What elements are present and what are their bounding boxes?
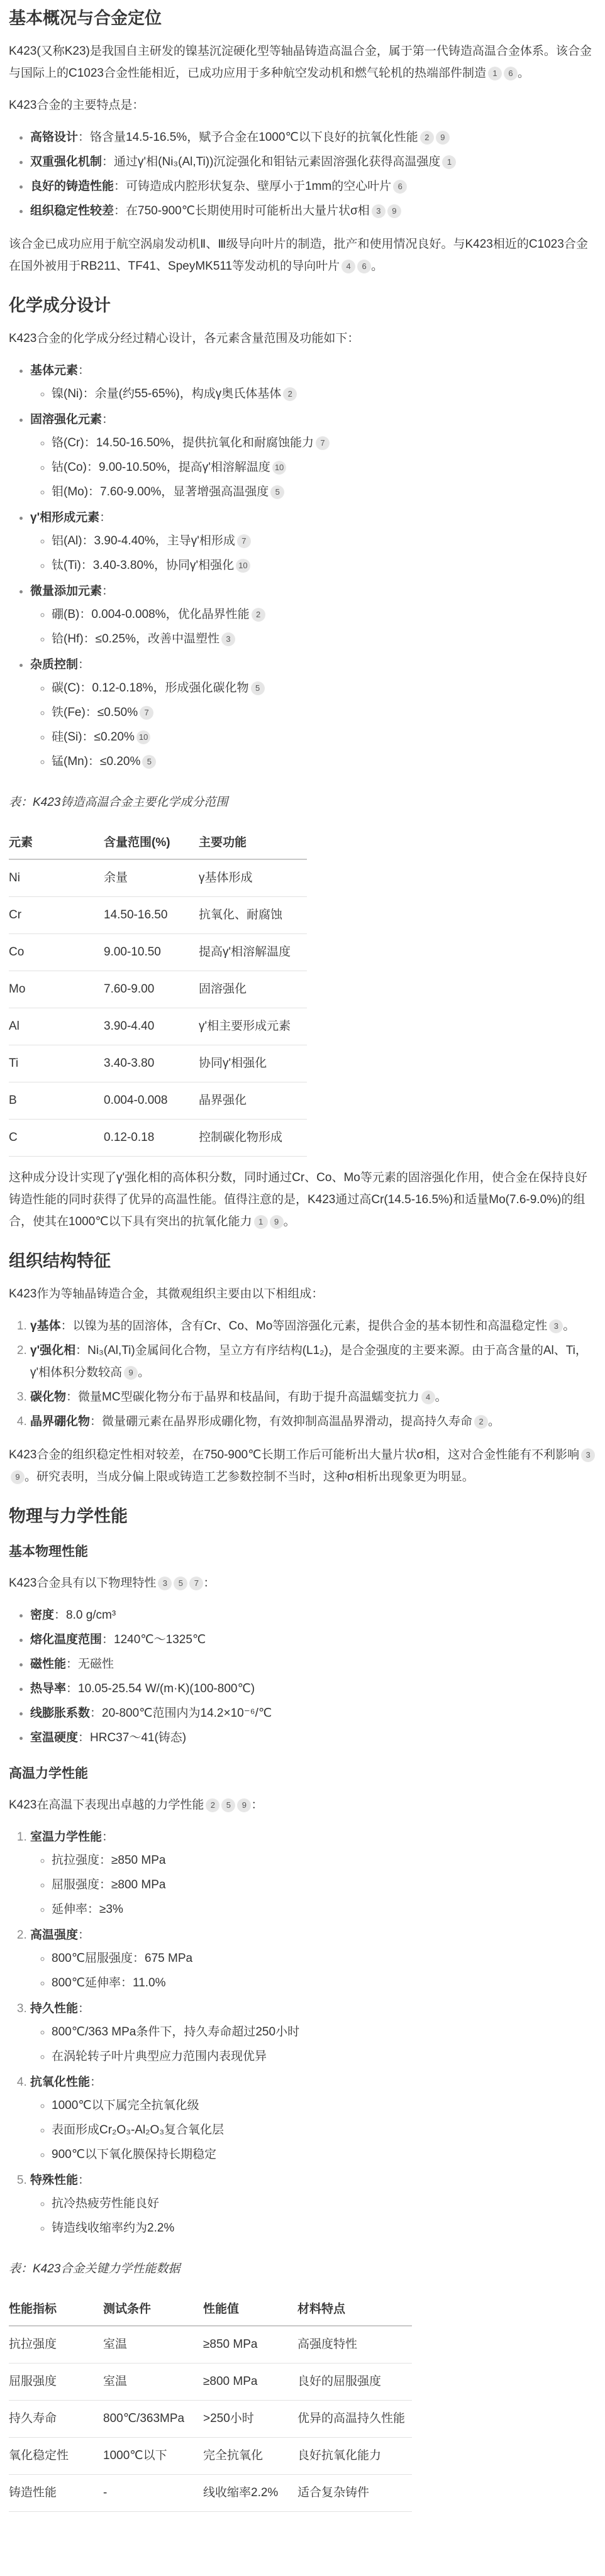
sub-list-item	[52, 2020, 596, 2044]
sub-list-item	[52, 2216, 596, 2240]
table-row	[9, 2438, 412, 2475]
sub-list-item-text: 镍(Ni)：余量(约55-65%)，构成γ奥氏体基体	[52, 387, 282, 400]
sub-list-item-text: 800℃延伸率：11.0%	[52, 1976, 166, 1990]
paragraph-text: 表：K423合金关键力学性能数据	[9, 2262, 180, 2276]
citation-badge[interactable]: 2	[474, 1415, 488, 1429]
table-cell: 持久寿命	[9, 2401, 103, 2438]
sub-list	[30, 529, 596, 578]
sub-list-item-text: 屈服强度：≥800 MPa	[52, 1878, 166, 1891]
list-item-text: ：	[102, 585, 114, 598]
table-cell: γ'相主要形成元素	[199, 1008, 307, 1045]
table-cell: 室温	[103, 2326, 203, 2364]
list-item-text: ：	[78, 364, 91, 377]
list-item-text: ：	[99, 511, 112, 524]
bullet-list	[9, 125, 596, 223]
section-heading: 化学成分设计	[9, 296, 111, 315]
citation-badge[interactable]: 5	[251, 681, 265, 695]
paragraph-text: K423(又称K23)是我国自主研发的镍基沉淀硬化型等轴晶铸造高温合金，属于第一代铸造高温合金体系。该合金与国际上的C1023合金性能相近，已成功应用于多种航空发动机和燃气轮机的热端部件制造	[9, 45, 592, 80]
table-cell: Co	[9, 934, 104, 971]
sub-list-item-text: 铪(Hf)：≤0.25%，改善中温塑性	[52, 632, 219, 646]
citation-badge[interactable]: 3	[372, 204, 386, 218]
paragraph	[9, 233, 596, 277]
list-item-text: ：10.05-25.54 W/(m·K)(100-800℃)	[66, 1682, 255, 1695]
table-cell: γ基体形成	[199, 859, 307, 897]
sub-list-item	[52, 2118, 596, 2142]
sub-list-item	[52, 1848, 596, 1873]
sub-list-item-text: 硼(B)：0.004-0.008%，优化晶界性能	[52, 608, 250, 621]
paragraph-text: K423合金具有以下物理特性	[9, 1577, 157, 1590]
table-cell: 高强度特性	[297, 2326, 412, 2364]
list-item-text: ：通过γ'相(Ni₃(Al,Ti))沉淀强化和钼钴元素固溶强化获得高温强度	[102, 155, 441, 168]
bullet-list	[9, 358, 596, 775]
list-item-text: ：Ni₃(Al,Ti)金属间化合物，呈立方有序结构(L1₂)，是合金强度的主要来源。由于高含量的Al、Ti，γ'相体积分数较高	[30, 1344, 587, 1379]
paragraph-tail: 。	[518, 67, 530, 80]
list-item-label: 特殊性能	[30, 2174, 79, 2187]
sub-list	[30, 2093, 596, 2167]
citation-badge[interactable]: 5	[270, 485, 284, 499]
list-item	[30, 505, 596, 579]
table-cell: 3.40-3.80	[104, 1045, 199, 1082]
sub-list-item-text: 铬(Cr)：14.50-16.50%，提供抗氧化和耐腐蚀能力	[52, 436, 314, 449]
table-row	[9, 1045, 307, 1082]
sub-list-item	[52, 1897, 596, 1922]
table-cell: 14.50-16.50	[104, 897, 199, 934]
list-item	[30, 579, 596, 652]
list-item	[30, 1652, 596, 1676]
list-item-text: ：在750-900℃长期使用时可能析出大量片状σ相	[114, 204, 370, 217]
list-item-label: γ基体	[30, 1319, 61, 1333]
list-item-text: ：HRC37～41(铸态)	[78, 1731, 187, 1744]
list-item-label: 室温硬度	[30, 1731, 79, 1744]
sub-list	[30, 2020, 596, 2069]
citation-badge[interactable]: 5	[174, 1577, 187, 1590]
paragraph-text: K423合金的组织稳定性相对较差，在750-900℃长期工作后可能析出大量片状σ相，这对合金性能有不利影响	[9, 1448, 580, 1461]
sub-list-item	[52, 700, 596, 725]
table-cell: 800℃/363MPa	[103, 2401, 203, 2438]
list-item	[30, 150, 596, 174]
paragraph	[9, 1794, 596, 1816]
data-table	[9, 827, 307, 1157]
list-item-label: 热导率	[30, 1682, 67, 1695]
sub-list	[30, 2191, 596, 2240]
list-item	[30, 652, 596, 775]
list-item-label: 杂质控制	[30, 658, 79, 671]
sub-list-item-text: 在涡轮转子叶片典型应力范围内表现优异	[52, 2050, 267, 2063]
sub-list-item	[52, 480, 596, 504]
paragraph	[9, 1572, 596, 1594]
list-item-text: ：微量硼元素在晶界形成硼化物，有效抑制高温晶界滑动，提高持久寿命	[90, 1415, 473, 1428]
table-cell: 优异的高温持久性能	[297, 2401, 412, 2438]
table-cell: 1000℃以下	[103, 2438, 203, 2475]
table-cell: 余量	[104, 859, 199, 897]
table-cell: 0.004-0.008	[104, 1082, 199, 1120]
table-row	[9, 1008, 307, 1045]
table-caption	[9, 2258, 596, 2280]
table-cell: 抗拉强度	[9, 2326, 103, 2364]
table-cell: 良好抗氧化能力	[297, 2438, 412, 2475]
paragraph-text: K423在高温下表现出卓越的力学性能	[9, 1798, 204, 1812]
list-item-label: 微量添加元素	[30, 585, 103, 598]
list-item-label: 晶界硼化物	[30, 1415, 91, 1428]
table-cell: 7.60-9.00	[104, 971, 199, 1008]
citation-badge[interactable]: 7	[189, 1577, 203, 1590]
list-item-text: ：可铸造成内腔形状复杂、壁厚小于1mm的空心叶片	[114, 180, 392, 193]
list-item-text: ：铬含量14.5-16.5%，赋予合金在1000℃以下良好的抗氧化性能	[78, 131, 418, 144]
paragraph-tail: ：	[251, 1798, 264, 1812]
sub-list-item-text: 铝(Al)：3.90-4.40%，主导γ'相形成	[52, 534, 235, 548]
sub-list-item-text: 铸造线收缩率约为2.2%	[52, 2221, 175, 2235]
table-cell: -	[103, 2475, 203, 2512]
list-item	[30, 1314, 596, 1338]
table-cell: B	[9, 1082, 104, 1120]
sub-list-item-text: 抗拉强度：≥850 MPa	[52, 1854, 166, 1867]
paragraph	[9, 94, 596, 116]
paragraph-text: K423合金的化学成分经过精心设计，各元素含量范围及功能如下：	[9, 332, 360, 345]
sub-list-item	[52, 1946, 596, 1971]
table-row	[9, 971, 307, 1008]
list-item	[30, 125, 596, 150]
table-cell: C	[9, 1120, 104, 1157]
table-cell: 良好的屈服强度	[297, 2364, 412, 2401]
citation-badge[interactable]: 2	[252, 608, 265, 622]
sub-list-item-text: 钼(Mo)：7.60-9.00%，显著增强高温强度	[52, 485, 269, 498]
citation-badge[interactable]: 6	[357, 260, 371, 273]
list-item-label: 组织稳定性较差	[30, 204, 114, 217]
sub-list-item	[52, 602, 596, 627]
citation-badge[interactable]: 10	[236, 559, 250, 573]
list-item-label: 线膨胀系数	[30, 1707, 91, 1720]
table-row	[9, 2401, 412, 2438]
citation-badge[interactable]: 10	[272, 461, 286, 475]
list-item	[30, 1996, 596, 2070]
column-header: 测试条件	[103, 2294, 203, 2326]
list-item	[30, 1409, 596, 1434]
paragraph-text: K423合金的主要特点是：	[9, 99, 145, 112]
table-row	[9, 2475, 412, 2512]
section-heading: 基本概况与合金定位	[9, 9, 162, 28]
table-row	[9, 2326, 412, 2364]
column-header: 性能指标	[9, 2294, 103, 2326]
paragraph-text: 这种成分设计实现了γ'强化相的高体积分数，同时通过Cr、Co、Mo等元素的固溶强化作用，使合金在保持良好铸造性能的同时获得了优异的高温性能。值得注意的是，K423通过高Cr(14.5-16.5%)和适量Mo(7.6-9.0%)的组合，使其在1000℃以下具有突出的抗氧化能力	[9, 1171, 587, 1228]
list-item	[30, 1676, 596, 1701]
sub-list-item-text: 钴(Co)：9.00-10.50%，提高γ'相溶解温度	[52, 461, 270, 474]
sub-list	[30, 382, 596, 406]
citation-badge[interactable]: 7	[140, 706, 153, 720]
list-item-text: ：微量MC型碳化物分布于晶界和枝晶间，有助于提升高温蠕变抗力	[66, 1390, 419, 1404]
sub-list	[30, 602, 596, 651]
section-heading: 组织结构特征	[9, 1252, 111, 1270]
sub-list-item	[52, 2191, 596, 2216]
list-item-label: 固溶强化元素	[30, 413, 103, 426]
paragraph-tail: 。	[283, 1215, 296, 1228]
citation-badge[interactable]: 3	[549, 1319, 563, 1333]
sub-list-item	[52, 1971, 596, 1995]
sub-list	[30, 1848, 596, 1922]
citation-badge[interactable]: 6	[393, 180, 407, 194]
sub-list-item-text: 锰(Mn)：≤0.20%	[52, 755, 141, 768]
list-item-text: ：1240℃～1325℃	[102, 1633, 206, 1646]
table-cell: 屈服强度	[9, 2364, 103, 2401]
table-cell: Ti	[9, 1045, 104, 1082]
list-item-label: 良好的铸造性能	[30, 180, 114, 193]
table-cell: 氧化稳定性	[9, 2438, 103, 2475]
table-header-row	[9, 2294, 412, 2326]
sub-list-item-text: 钛(Ti)：3.40-3.80%，协同γ'相强化	[52, 559, 235, 572]
sub-list-item	[52, 749, 596, 774]
list-item-text: ：	[78, 2002, 91, 2015]
paragraph-tail: ：	[203, 1577, 216, 1590]
paragraph	[9, 1444, 596, 1488]
citation-badge[interactable]: 1	[442, 155, 456, 169]
numbered-list	[9, 1314, 596, 1434]
list-item-text: ：	[90, 2076, 103, 2089]
paragraph	[9, 1283, 596, 1305]
sub-list-item	[52, 2142, 596, 2167]
list-item-label: 持久性能	[30, 2002, 79, 2015]
paragraph-text: K423作为等轴晶铸造合金，其微观组织主要由以下相组成：	[9, 1287, 324, 1301]
table-cell: 抗氧化、耐腐蚀	[199, 897, 307, 934]
sub-list-item	[52, 431, 596, 455]
citation-badge[interactable]: 10	[136, 730, 150, 744]
list-item-tail: 。	[435, 1390, 447, 1404]
sub-list-item	[52, 725, 596, 749]
list-item	[30, 1627, 596, 1652]
sub-list-item	[52, 455, 596, 480]
paragraph-text: 该合金已成功应用于航空涡扇发动机Ⅱ、Ⅲ级导向叶片的制造，批产和使用情况良好。与K423相近的C1023合金在国外被用于RB211、TF41、SpeyMK511等发动机的导向叶片	[9, 238, 588, 273]
sub-list-item	[52, 2093, 596, 2118]
list-item	[30, 1701, 596, 1726]
data-table	[9, 2294, 412, 2512]
citation-badge[interactable]: 9	[237, 1798, 251, 1812]
table-cell: 晶界强化	[199, 1082, 307, 1120]
list-item	[30, 1338, 596, 1385]
table-cell: ≥800 MPa	[203, 2364, 297, 2401]
table-cell: Cr	[9, 897, 104, 934]
sub-list-item-text: 900℃以下氧化膜保持长期稳定	[52, 2148, 217, 2161]
table-header-row	[9, 827, 307, 859]
list-item	[30, 199, 596, 223]
list-item-label: 磁性能	[30, 1658, 67, 1671]
sub-list-item	[52, 553, 596, 578]
list-item-text: ：	[78, 1929, 91, 1942]
sub-list-item-text: 碳(C)：0.12-0.18%，形成强化碳化物	[52, 681, 249, 695]
citation-badge[interactable]: 6	[504, 67, 518, 80]
list-item-label: 抗氧化性能	[30, 2076, 91, 2089]
subsection-heading: 高温力学性能	[9, 1766, 88, 1781]
sub-list-item	[52, 627, 596, 651]
table-cell: Ni	[9, 859, 104, 897]
citation-badge[interactable]: 3	[581, 1448, 595, 1462]
list-item	[30, 1825, 596, 1923]
table-cell: 控制碳化物形成	[199, 1120, 307, 1157]
table-cell: Al	[9, 1008, 104, 1045]
list-item-label: γ'相形成元素	[30, 511, 100, 524]
table-cell: 铸造性能	[9, 2475, 103, 2512]
citation-badge[interactable]: 2	[206, 1798, 219, 1812]
sub-list	[30, 676, 596, 774]
paragraph	[9, 40, 596, 84]
column-header: 性能值	[203, 2294, 297, 2326]
citation-badge[interactable]: 4	[341, 260, 355, 273]
citation-badge[interactable]: 1	[254, 1215, 268, 1229]
table-row	[9, 1120, 307, 1157]
list-item-label: 高铬设计	[30, 131, 79, 144]
list-item-label: 高温强度	[30, 1929, 79, 1942]
sub-list-item-text: 表面形成Cr₂O₃-Al₂O₃复合氧化层	[52, 2123, 225, 2137]
table-cell: Mo	[9, 971, 104, 1008]
table-cell: 完全抗氧化	[203, 2438, 297, 2475]
table-cell: >250小时	[203, 2401, 297, 2438]
column-header: 含量范围(%)	[104, 827, 199, 859]
sub-list-item-text: 800℃/363 MPa条件下，持久寿命超过250小时	[52, 2025, 300, 2039]
sub-list-item-text: 铁(Fe)：≤0.50%	[52, 706, 138, 719]
list-item	[30, 2070, 596, 2168]
citation-badge[interactable]: 9	[124, 1366, 138, 1380]
citation-badge[interactable]: 3	[158, 1577, 172, 1590]
table-row	[9, 897, 307, 934]
list-item-label: 室温力学性能	[30, 1830, 103, 1844]
list-item-label: 双重强化机制	[30, 155, 103, 168]
table-cell: 提高γ'相溶解温度	[199, 934, 307, 971]
list-item-text: ：20-800℃范围内为14.2×10⁻⁶/℃	[90, 1707, 272, 1720]
list-item	[30, 1726, 596, 1750]
citation-badge[interactable]: 1	[488, 67, 502, 80]
list-item	[30, 174, 596, 199]
list-item-text: ：	[78, 658, 91, 671]
citation-badge[interactable]: 2	[420, 131, 434, 145]
sub-list-item-text: 800℃屈服强度：675 MPa	[52, 1952, 193, 1965]
list-item-text: ：8.0 g/cm³	[54, 1609, 116, 1622]
paragraph-text: 表：K423铸造高温合金主要化学成分范围	[9, 796, 228, 809]
column-header: 主要功能	[199, 827, 307, 859]
list-item	[30, 1385, 596, 1409]
list-item-tail: 。	[138, 1366, 150, 1379]
subsection-heading: 基本物理性能	[9, 1544, 88, 1559]
sub-list-item-text: 硅(Si)：≤0.20%	[52, 730, 135, 744]
citation-badge[interactable]: 2	[283, 387, 297, 401]
list-item-label: 基体元素	[30, 364, 79, 377]
table-row	[9, 934, 307, 971]
list-item-label: 密度	[30, 1609, 55, 1622]
citation-badge[interactable]: 3	[221, 632, 235, 646]
sub-list-item-text: 延伸率：≥3%	[52, 1903, 123, 1916]
table-cell: 线收缩率2.2%	[203, 2475, 297, 2512]
citation-badge[interactable]: 9	[387, 204, 401, 218]
table-cell: 固溶强化	[199, 971, 307, 1008]
list-item	[30, 358, 596, 407]
list-item-text: ：	[102, 413, 114, 426]
paragraph	[9, 1167, 596, 1233]
table-cell: 0.12-0.18	[104, 1120, 199, 1157]
sub-list-item-text: 抗冷热疲劳性能良好	[52, 2197, 160, 2210]
citation-badge[interactable]: 9	[11, 1470, 25, 1484]
column-header: 元素	[9, 827, 104, 859]
sub-list-item	[52, 382, 596, 406]
list-item-label: 碳化物	[30, 1390, 67, 1404]
paragraph	[9, 328, 596, 350]
table-cell: 9.00-10.50	[104, 934, 199, 971]
citation-badge[interactable]: 5	[142, 755, 156, 769]
sub-list	[30, 1946, 596, 1995]
sub-list-item	[52, 529, 596, 553]
sub-list	[30, 431, 596, 504]
list-item-label: γ'强化相	[30, 1344, 76, 1357]
table-caption	[9, 791, 596, 813]
sub-list-item	[52, 676, 596, 700]
list-item-text: ：	[102, 1830, 114, 1844]
paragraph-tail: 。	[371, 260, 384, 273]
list-item-text: ：以镍为基的固溶体，含有Cr、Co、Mo等固溶强化元素，提供合金的基本韧性和高温稳定性	[60, 1319, 548, 1333]
column-header: 材料特点	[297, 2294, 412, 2326]
bullet-list	[9, 1603, 596, 1750]
list-item-text: ：无磁性	[66, 1658, 114, 1671]
table-cell: 3.90-4.40	[104, 1008, 199, 1045]
sub-list-item	[52, 1873, 596, 1897]
list-item	[30, 1603, 596, 1627]
sub-list-item	[52, 2044, 596, 2069]
citation-badge[interactable]: 9	[436, 131, 450, 145]
table-row	[9, 1082, 307, 1120]
list-item	[30, 2168, 596, 2242]
citation-badge[interactable]: 9	[270, 1215, 284, 1229]
sub-list-item-text: 1000℃以下属完全抗氧化级	[52, 2099, 199, 2112]
citation-badge[interactable]: 7	[316, 436, 330, 450]
list-item	[30, 407, 596, 505]
table-row	[9, 859, 307, 897]
paragraph-tail: 。研究表明，当成分偏上限或铸造工艺参数控制不当时，这种σ相析出现象更为明显。	[25, 1470, 474, 1483]
table-cell: 协同γ'相强化	[199, 1045, 307, 1082]
citation-badge[interactable]: 5	[221, 1798, 235, 1812]
list-item	[30, 1923, 596, 1996]
table-cell: 室温	[103, 2364, 203, 2401]
list-item-text: ：	[78, 2174, 91, 2187]
list-item-tail: 。	[488, 1415, 501, 1428]
citation-badge[interactable]: 4	[421, 1390, 435, 1404]
section-heading: 物理与力学性能	[9, 1507, 128, 1526]
table-row	[9, 2364, 412, 2401]
numbered-list	[9, 1825, 596, 2242]
list-item-tail: 。	[563, 1319, 575, 1333]
citation-badge[interactable]: 7	[237, 534, 251, 548]
table-cell: ≥850 MPa	[203, 2326, 297, 2364]
table-cell: 适合复杂铸件	[297, 2475, 412, 2512]
list-item-label: 熔化温度范围	[30, 1633, 103, 1646]
